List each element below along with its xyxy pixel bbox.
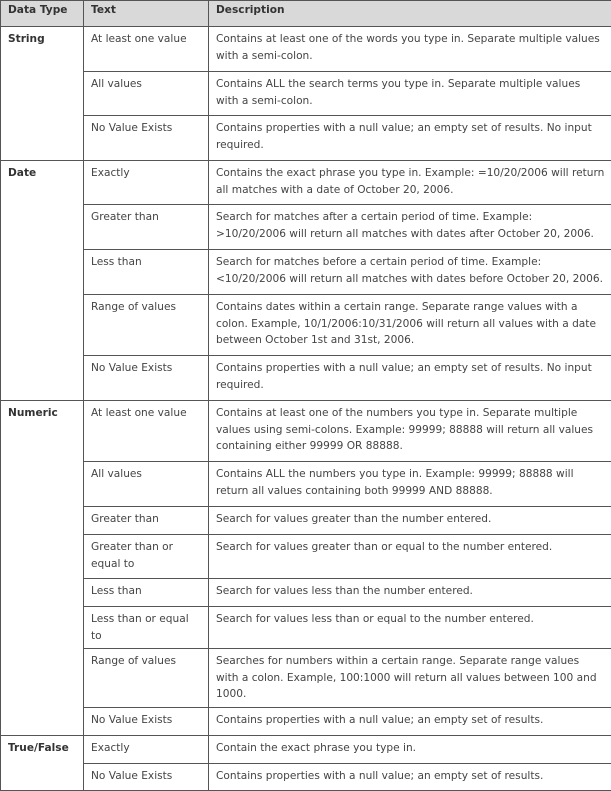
operator-text-cell: Greater than or equal to (84, 535, 209, 579)
table-row (1, 250, 611, 295)
table-row (1, 535, 611, 579)
operator-text-cell: No Value Exists (84, 356, 209, 401)
table-row (1, 116, 611, 161)
description-cell: Contains at least one of the numbers you type in. Separate multiple values using semi-colons. Example: 99999; 88888 will return all values containing either 99999 OR 88888. (209, 401, 611, 462)
table-row (1, 72, 611, 116)
table-row (1, 27, 611, 72)
table-row (1, 579, 611, 607)
operator-text-cell: Greater than (84, 205, 209, 250)
description-cell: Contains the exact phrase you type in. Example: =10/20/2006 will return all matches with a date of October 20, 2006. (209, 161, 611, 205)
operator-text-cell: Greater than (84, 507, 209, 535)
table-body (1, 27, 611, 791)
operator-text-cell: Exactly (84, 161, 209, 205)
operator-text-cell: All values (84, 462, 209, 507)
table-row (1, 161, 611, 205)
description-cell: Search for values greater than or equal to the number entered. (209, 535, 611, 579)
table-row (1, 507, 611, 535)
table-row (1, 735, 611, 763)
table-row (1, 356, 611, 401)
description-cell: Contains properties with a null value; an empty set of results. (209, 707, 611, 735)
operator-text-cell: All values (84, 72, 209, 116)
description-cell: Searches for numbers within a certain range. Separate range values with a colon. Example, 100:1000 will return all values between 100 and 1000. (209, 649, 611, 708)
data-type-cell: Date (1, 161, 84, 401)
operator-text-cell: Exactly (84, 735, 209, 763)
operator-text-cell: No Value Exists (84, 116, 209, 161)
operator-text-cell: Range of values (84, 649, 209, 708)
table-row (1, 205, 611, 250)
operator-text-cell: Less than (84, 579, 209, 607)
table-row (1, 607, 611, 649)
operator-text-cell: Less than (84, 250, 209, 295)
data-type-cell: Numeric (1, 401, 84, 736)
table-row (1, 649, 611, 708)
description-cell: Search for values less than or equal to the number entered. (209, 607, 611, 649)
table-row (1, 462, 611, 507)
operator-text-cell: No Value Exists (84, 707, 209, 735)
description-cell: Contains properties with a null value; an empty set of results. No input required. (209, 116, 611, 161)
description-cell: Search for values less than the number entered. (209, 579, 611, 607)
table-row (1, 401, 611, 462)
description-cell: Search for matches before a certain period of time. Example: <10/20/2006 will return all matches with dates before October 20, 2006. (209, 250, 611, 295)
operator-text-cell: At least one value (84, 401, 209, 462)
header-row (1, 1, 611, 27)
data-type-cell: True/False (1, 735, 84, 790)
description-cell: Contain the exact phrase you type in. (209, 735, 611, 763)
description-cell: Contains dates within a certain range. Separate range values with a colon. Example, 10/1/2006:10/31/2006 will return all values with a date between October 1st and 31st, 2006. (209, 295, 611, 356)
description-cell: Contains ALL the search terms you type in. Separate multiple values with a semi-colon. (209, 72, 611, 116)
table-row (1, 295, 611, 356)
operator-text-cell: Range of values (84, 295, 209, 356)
description-cell: Contains ALL the numbers you type in. Example: 99999; 88888 will return all values containing both 99999 AND 88888. (209, 462, 611, 507)
header-data-type: Data Type (1, 1, 84, 27)
header-text: Text (84, 1, 209, 27)
operator-text-cell: At least one value (84, 27, 209, 72)
description-cell: Contains properties with a null value; an empty set of results. (209, 763, 611, 790)
table-row (1, 707, 611, 735)
operator-text-cell: Less than or equal to (84, 607, 209, 649)
header-description: Description (209, 1, 611, 27)
description-cell: Contains properties with a null value; an empty set of results. No input required. (209, 356, 611, 401)
table-row (1, 763, 611, 790)
data-type-cell: String (1, 27, 84, 161)
operator-text-cell: No Value Exists (84, 763, 209, 790)
description-cell: Search for matches after a certain period of time. Example: >10/20/2006 will return all matches with dates after October 20, 2006. (209, 205, 611, 250)
description-cell: Search for values greater than the number entered. (209, 507, 611, 535)
description-cell: Contains at least one of the words you type in. Separate multiple values with a semi-colon. (209, 27, 611, 72)
